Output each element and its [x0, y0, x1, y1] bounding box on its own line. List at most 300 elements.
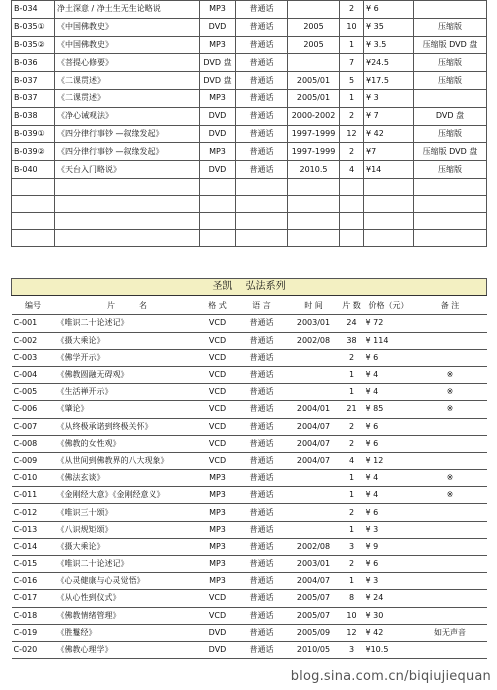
header-code: 编号 [25, 301, 41, 311]
empty-row [12, 212, 487, 229]
cell-title: 《唯识二十论述记》 [55, 315, 200, 332]
table-row [12, 89, 487, 107]
cell-format: DVD [200, 641, 236, 658]
cell-title: 《从终极承诺到终极关怀》 [55, 418, 200, 435]
cell-qty: 2 [340, 435, 364, 452]
cell-time: 2000-2002 [288, 107, 340, 125]
cell-format: VCD [200, 315, 236, 332]
cell-price: ¥10.5 [364, 641, 414, 658]
cell-time [288, 349, 340, 366]
empty-cell [414, 178, 487, 195]
empty-cell [340, 178, 364, 195]
cell-code: B-035② [12, 36, 55, 54]
cell-language: 普通话 [236, 452, 288, 469]
cell-language: 普通话 [236, 349, 288, 366]
cell-note: 压缩版 [414, 18, 487, 36]
cell-code: C-006 [12, 401, 55, 418]
cell-price: ¥ 85 [364, 401, 414, 418]
cell-note [414, 504, 487, 521]
cell-format: DVD [200, 125, 236, 143]
table-row [12, 161, 487, 179]
table-row [12, 504, 487, 521]
cell-qty: 2 [340, 107, 364, 125]
cell-language: 普通话 [236, 143, 288, 161]
cell-time: 2005/01 [288, 72, 340, 90]
header-qty: 片 数 [342, 301, 361, 311]
cell-note: 如无声音 [414, 624, 487, 641]
table-row [12, 143, 487, 161]
cell-price: ¥ 35 [364, 18, 414, 36]
cell-time: 2004/07 [288, 452, 340, 469]
cell-time [288, 470, 340, 487]
cell-language: 普通话 [236, 161, 288, 179]
cell-price: ¥ 4 [364, 366, 414, 383]
cell-price: ¥ 6 [364, 1, 414, 19]
cell-qty: 3 [340, 641, 364, 658]
header-title: 片 名 [107, 301, 147, 311]
cell-price: ¥ 3 [364, 573, 414, 590]
cell-price: ¥ 24 [364, 590, 414, 607]
cell-title: 《二课贯述》 [55, 72, 200, 90]
cell-time [288, 366, 340, 383]
cell-code: C-020 [12, 641, 55, 658]
cell-format: MP3 [200, 521, 236, 538]
cell-qty: 12 [340, 624, 364, 641]
cell-note: 压缩版 [414, 161, 487, 179]
cell-format: MP3 [200, 573, 236, 590]
cell-note [414, 315, 487, 332]
cell-title: 《从世间到佛教界的八大现象》 [55, 452, 200, 469]
cell-format: VCD [200, 418, 236, 435]
cell-time: 2005/09 [288, 624, 340, 641]
empty-cell [288, 229, 340, 246]
cell-format: VCD [200, 590, 236, 607]
cell-code: C-015 [12, 556, 55, 573]
cell-qty: 2 [340, 349, 364, 366]
cell-price: ¥ 4 [364, 384, 414, 401]
cell-time [288, 1, 340, 19]
cell-code: C-011 [12, 487, 55, 504]
cell-title: 《摄大乘论》 [55, 538, 200, 555]
empty-cell [340, 212, 364, 229]
cell-note: ※ [414, 401, 487, 418]
empty-cell [12, 195, 55, 212]
cell-note: 压缩版 [414, 54, 487, 72]
empty-row [12, 195, 487, 212]
cell-time: 2004/07 [288, 435, 340, 452]
cell-title: 《四分律行事钞 —叙缘发起》 [55, 143, 200, 161]
cell-qty: 2 [340, 556, 364, 573]
empty-cell [55, 195, 200, 212]
cell-time: 2005 [288, 18, 340, 36]
cell-language: 普通话 [236, 54, 288, 72]
table-row [12, 366, 487, 383]
table-row [12, 36, 487, 54]
cell-title: 《四分律行事钞 —叙缘发起》 [55, 125, 200, 143]
cell-title: 《中国佛教史》 [55, 18, 200, 36]
cell-note: 压缩版 [414, 72, 487, 90]
cell-code: C-016 [12, 573, 55, 590]
cell-qty: 10 [340, 18, 364, 36]
cell-price: ¥ 6 [364, 435, 414, 452]
cell-price: ¥ 6 [364, 556, 414, 573]
empty-row [12, 178, 487, 195]
empty-cell [364, 229, 414, 246]
cell-format: VCD [200, 366, 236, 383]
section-title-row [12, 279, 487, 296]
cell-format: MP3 [200, 556, 236, 573]
cell-format: MP3 [200, 143, 236, 161]
cell-time: 2004/07 [288, 573, 340, 590]
table-row [12, 332, 487, 349]
cell-code: C-007 [12, 418, 55, 435]
cell-time: 2003/01 [288, 315, 340, 332]
cell-price: ¥ 3 [364, 521, 414, 538]
cell-qty: 12 [340, 125, 364, 143]
cell-qty: 2 [340, 1, 364, 19]
cell-language: 普通话 [236, 590, 288, 607]
table-row [12, 107, 487, 125]
cell-format: VCD [200, 332, 236, 349]
cell-format: DVD 盘 [200, 72, 236, 90]
empty-cell [55, 229, 200, 246]
cell-code: C-010 [12, 470, 55, 487]
cell-time: 2005 [288, 36, 340, 54]
cell-price: ¥ 42 [364, 624, 414, 641]
empty-cell [288, 178, 340, 195]
cell-code: C-014 [12, 538, 55, 555]
cell-title: 《佛法玄谈》 [55, 470, 200, 487]
table-row [12, 452, 487, 469]
watermark: blog.sina.com.cn/biqiujiequan [290, 669, 491, 684]
cell-time: 2004/07 [288, 418, 340, 435]
cell-format: MP3 [200, 1, 236, 19]
cell-code: C-017 [12, 590, 55, 607]
cell-format: MP3 [200, 89, 236, 107]
cell-price: ¥ 6 [364, 349, 414, 366]
cell-price: ¥24.5 [364, 54, 414, 72]
cell-price: ¥14 [364, 161, 414, 179]
cell-code: C-012 [12, 504, 55, 521]
cell-qty: 1 [340, 36, 364, 54]
cell-qty: 1 [340, 487, 364, 504]
empty-cell [414, 212, 487, 229]
cell-note: 压缩版 DVD 盘 [414, 36, 487, 54]
cell-code: B-037 [12, 89, 55, 107]
cell-title: 《佛教心理学》 [55, 641, 200, 658]
cell-time: 1997-1999 [288, 125, 340, 143]
cell-code: B-038 [12, 107, 55, 125]
cell-note: ※ [414, 366, 487, 383]
cell-time: 1997-1999 [288, 143, 340, 161]
cell-code: B-037 [12, 72, 55, 90]
empty-cell [12, 212, 55, 229]
empty-cell [12, 229, 55, 246]
cell-price: ¥ 30 [364, 607, 414, 624]
cell-title: 《菩提心修要》 [55, 54, 200, 72]
cell-format: DVD [200, 107, 236, 125]
cell-format: MP3 [200, 487, 236, 504]
empty-cell [414, 195, 487, 212]
cell-code: B-040 [12, 161, 55, 179]
cell-note [414, 538, 487, 555]
empty-cell [200, 178, 236, 195]
empty-cell [288, 212, 340, 229]
cell-qty: 1 [340, 366, 364, 383]
table-row [12, 1, 487, 19]
empty-cell [364, 195, 414, 212]
table-row [12, 641, 487, 658]
cell-time [288, 54, 340, 72]
cell-format: DVD [200, 624, 236, 641]
cell-language: 普通话 [236, 573, 288, 590]
table-row [12, 435, 487, 452]
cell-qty: 24 [340, 315, 364, 332]
cell-code: C-013 [12, 521, 55, 538]
cell-price: ¥ 114 [364, 332, 414, 349]
empty-cell [288, 195, 340, 212]
cell-note [414, 556, 487, 573]
cell-note [414, 452, 487, 469]
cell-title: 《二课贯述》 [55, 89, 200, 107]
header-language: 语 言 [252, 301, 271, 311]
cell-price: ¥ 6 [364, 504, 414, 521]
cell-note [414, 607, 487, 624]
cell-time: 2005/07 [288, 590, 340, 607]
cell-title: 《肇论》 [55, 401, 200, 418]
cell-qty: 1 [340, 521, 364, 538]
cell-time [288, 504, 340, 521]
cell-note: ※ [414, 384, 487, 401]
cell-price: ¥ 72 [364, 315, 414, 332]
cell-code: C-005 [12, 384, 55, 401]
cell-time: 2005/01 [288, 89, 340, 107]
cell-title: 《生活禅开示》 [55, 384, 200, 401]
cell-format: VCD [200, 384, 236, 401]
empty-cell [236, 229, 288, 246]
cell-price: ¥ 7 [364, 107, 414, 125]
cell-title: 《佛学开示》 [55, 349, 200, 366]
shengkai-series-body [12, 315, 487, 659]
cell-code: C-009 [12, 452, 55, 469]
cell-code: C-008 [12, 435, 55, 452]
cell-price: ¥ 4 [364, 470, 414, 487]
cell-format: MP3 [200, 36, 236, 54]
cell-qty: 1 [340, 89, 364, 107]
cell-language: 普通话 [236, 418, 288, 435]
cell-format: MP3 [200, 470, 236, 487]
cell-code: C-018 [12, 607, 55, 624]
cell-time: 2004/01 [288, 401, 340, 418]
cell-note: 压缩版 DVD 盘 [414, 143, 487, 161]
cell-time: 2010.5 [288, 161, 340, 179]
header-row [12, 296, 487, 315]
cell-time: 2003/01 [288, 556, 340, 573]
cell-language: 普通话 [236, 315, 288, 332]
cell-code: B-039② [12, 143, 55, 161]
cell-note [414, 521, 487, 538]
cell-time: 2005/07 [288, 607, 340, 624]
cell-price: ¥ 3 [364, 89, 414, 107]
cell-price: ¥ 9 [364, 538, 414, 555]
table-row [12, 384, 487, 401]
cell-format: MP3 [200, 504, 236, 521]
empty-cell [236, 195, 288, 212]
cell-format: VCD [200, 401, 236, 418]
table-row [12, 418, 487, 435]
cell-time: 2002/08 [288, 538, 340, 555]
cell-note [414, 435, 487, 452]
cell-title: 《中国佛教史》 [55, 36, 200, 54]
cell-title: 《八识规矩颂》 [55, 521, 200, 538]
cell-language: 普通话 [236, 1, 288, 19]
cell-format: DVD 盘 [200, 54, 236, 72]
cell-format: VCD [200, 435, 236, 452]
cell-language: 普通话 [236, 332, 288, 349]
cell-code: C-001 [12, 315, 55, 332]
cell-language: 普通话 [236, 470, 288, 487]
cell-note: 压缩版 [414, 125, 487, 143]
header-note: 备 注 [440, 301, 460, 311]
shengkai-series-table [11, 278, 487, 659]
cell-time: 2010/05 [288, 641, 340, 658]
cell-title: 《从心性到仪式》 [55, 590, 200, 607]
cell-language: 普通话 [236, 504, 288, 521]
empty-cell [340, 229, 364, 246]
empty-cell [236, 212, 288, 229]
cell-qty: 7 [340, 54, 364, 72]
cell-price: ¥ 42 [364, 125, 414, 143]
cell-time [288, 487, 340, 504]
cell-qty: 1 [340, 470, 364, 487]
cell-format: VCD [200, 452, 236, 469]
table-row [12, 401, 487, 418]
cell-qty: 38 [340, 332, 364, 349]
cell-code: C-019 [12, 624, 55, 641]
cell-price: ¥ 3.5 [364, 36, 414, 54]
cell-qty: 2 [340, 504, 364, 521]
cell-price: ¥ 6 [364, 418, 414, 435]
cell-qty: 1 [340, 384, 364, 401]
empty-cell [55, 178, 200, 195]
cell-qty: 1 [340, 573, 364, 590]
cell-format: VCD [200, 349, 236, 366]
cell-title: 《佛教情绪管理》 [55, 607, 200, 624]
empty-cell [55, 212, 200, 229]
cell-language: 普通话 [236, 89, 288, 107]
table-row [12, 470, 487, 487]
header-time: 时 间 [304, 301, 323, 311]
cell-note [414, 418, 487, 435]
empty-cell [364, 212, 414, 229]
cell-title: 净土深意 / 净土生无生论略说 [55, 1, 200, 19]
cell-note [414, 590, 487, 607]
cell-language: 普通话 [236, 487, 288, 504]
empty-cell [200, 212, 236, 229]
table-row [12, 590, 487, 607]
cell-language: 普通话 [236, 435, 288, 452]
cell-note [414, 89, 487, 107]
top-catalog-table [11, 0, 487, 247]
table-row [12, 607, 487, 624]
cell-qty: 4 [340, 161, 364, 179]
cell-language: 普通话 [236, 366, 288, 383]
cell-format: DVD [200, 161, 236, 179]
cell-title: 《天台入门略说》 [55, 161, 200, 179]
cell-language: 普通话 [236, 538, 288, 555]
top-catalog-body [12, 1, 487, 247]
table-row [12, 556, 487, 573]
table-row [12, 487, 487, 504]
cell-qty: 2 [340, 418, 364, 435]
cell-language: 普通话 [236, 36, 288, 54]
cell-price: ¥7 [364, 143, 414, 161]
cell-title: 《唯识三十颂》 [55, 504, 200, 521]
cell-note: ※ [414, 470, 487, 487]
table-row [12, 18, 487, 36]
empty-cell [200, 229, 236, 246]
cell-format: MP3 [200, 538, 236, 555]
cell-code: B-034 [12, 1, 55, 19]
table-row [12, 125, 487, 143]
cell-language: 普通话 [236, 607, 288, 624]
empty-cell [414, 229, 487, 246]
table-row [12, 538, 487, 555]
empty-cell [340, 195, 364, 212]
cell-code: B-039① [12, 125, 55, 143]
cell-language: 普通话 [236, 107, 288, 125]
cell-language: 普通话 [236, 384, 288, 401]
empty-cell [236, 178, 288, 195]
cell-title: 《胜鬘经》 [55, 624, 200, 641]
cell-title: 《佛教圆融无碍观》 [55, 366, 200, 383]
cell-language: 普通话 [236, 641, 288, 658]
cell-language: 普通话 [236, 18, 288, 36]
cell-title: 《佛教的女性观》 [55, 435, 200, 452]
empty-cell [200, 195, 236, 212]
cell-price: ¥ 4 [364, 487, 414, 504]
table-row [12, 72, 487, 90]
cell-note [414, 332, 487, 349]
cell-code: B-036 [12, 54, 55, 72]
cell-language: 普通话 [236, 125, 288, 143]
empty-row [12, 229, 487, 246]
cell-price: ¥ 12 [364, 452, 414, 469]
section-title: 圣凯 弘法系列 [12, 279, 487, 296]
cell-language: 普通话 [236, 401, 288, 418]
header-format: 格 式 [208, 301, 227, 311]
empty-cell [364, 178, 414, 195]
table-row [12, 573, 487, 590]
cell-title: 《金刚经大意》《金刚经意义》 [55, 487, 200, 504]
cell-title: 《唯识二十论述记》 [55, 556, 200, 573]
cell-qty: 8 [340, 590, 364, 607]
cell-note [414, 641, 487, 658]
cell-qty: 10 [340, 607, 364, 624]
cell-code: C-004 [12, 366, 55, 383]
cell-time [288, 521, 340, 538]
table-row [12, 521, 487, 538]
cell-code: C-002 [12, 332, 55, 349]
empty-cell [12, 178, 55, 195]
cell-note: ※ [414, 487, 487, 504]
cell-time: 2002/08 [288, 332, 340, 349]
cell-qty: 4 [340, 452, 364, 469]
table-row [12, 349, 487, 366]
cell-language: 普通话 [236, 624, 288, 641]
header-price: 价格（元） [368, 301, 409, 311]
cell-qty: 3 [340, 538, 364, 555]
